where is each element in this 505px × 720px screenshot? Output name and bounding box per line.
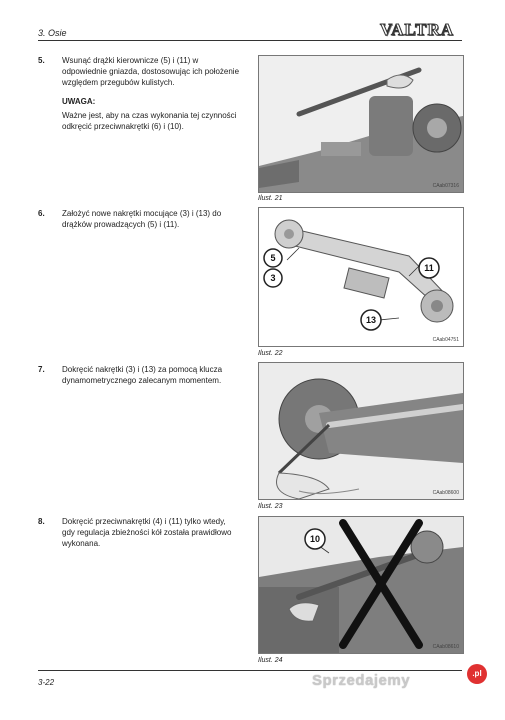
- figure-caption: Ilust. 21: [258, 195, 283, 202]
- figure-code: CAab07316: [432, 183, 459, 189]
- figure-24: [258, 516, 464, 654]
- svg-text:5: 5: [270, 253, 276, 263]
- watermark-badge: .pl: [467, 664, 487, 684]
- axle-diagram: [259, 208, 463, 346]
- step-number: 6.: [38, 209, 45, 218]
- note-text: Ważne jest, aby na czas wykonania tej czynności odkręcić przeciwnakrętki (6) i (10).: [62, 111, 237, 131]
- svg-text:13: 13: [365, 315, 377, 325]
- svg-text:11: 11: [424, 263, 434, 273]
- watermark-text: Sprzedajemy: [312, 672, 411, 689]
- callout-5: [264, 249, 282, 267]
- step-text: Założyć nowe nakrętki mocujące (3) i (13) do drążków prowadzących (5) i (11).: [62, 209, 222, 229]
- figure-21: [258, 55, 464, 193]
- figure-caption: Ilust. 23: [258, 503, 283, 510]
- step-text: Wsunąć drążki kierownicze (5) i (11) w odpowiednie gniazda, dostosowując ich położenie względem przegubów kulistych.: [62, 56, 240, 87]
- figure-caption: Ilust. 22: [258, 350, 283, 357]
- section-title: 3. Osie: [38, 28, 67, 38]
- callout-10: [305, 529, 325, 549]
- figure-22: [258, 207, 464, 347]
- figure-code: CAab08600: [432, 490, 459, 496]
- figure-23: [258, 362, 464, 500]
- callout-13: [361, 310, 381, 330]
- svg-text:10: 10: [309, 534, 321, 544]
- step-number: 7.: [38, 365, 45, 374]
- step-text: Dokręcić nakrętki (3) i (13) za pomocą klucza dynamometrycznego zalecanym momentem.: [62, 365, 223, 385]
- figure-code: CAab08610: [432, 644, 459, 650]
- page-number: 3-22: [38, 678, 55, 687]
- axle-illustration: [259, 56, 463, 192]
- brand-logo: VALTRA: [380, 20, 455, 39]
- step-text: Dokręcić przeciwnakrętki (4) i (11) tylko wtedy, gdy regulacja zbieżności kół została prawidłowo wykonana.: [62, 517, 232, 548]
- footer-divider: [38, 670, 462, 671]
- callout-11: [419, 258, 439, 278]
- callout-3: [264, 269, 282, 287]
- step-number: 5.: [38, 56, 45, 65]
- incorrect-method-illustration: [259, 517, 463, 653]
- wrench-illustration: [259, 363, 463, 499]
- figure-caption: Ilust. 24: [258, 657, 283, 664]
- header-divider: [38, 40, 462, 41]
- step-number: 8.: [38, 517, 45, 526]
- figure-code: CAab04751: [432, 337, 459, 343]
- note-heading: UWAGA:: [62, 97, 96, 106]
- svg-text:3: 3: [270, 273, 276, 283]
